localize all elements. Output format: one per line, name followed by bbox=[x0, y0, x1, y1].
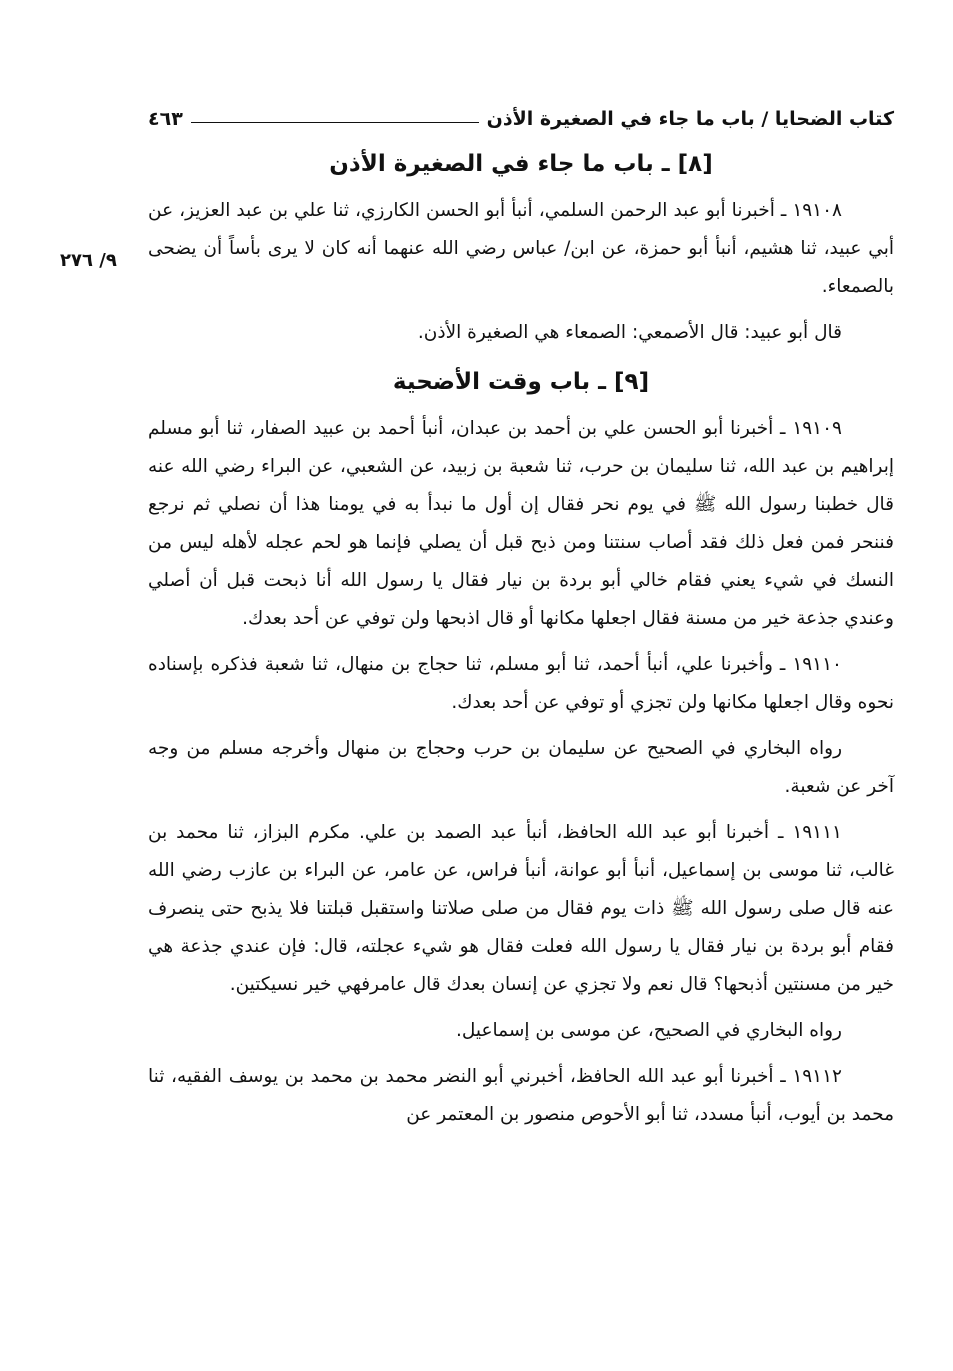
hadith-paragraph: ١٩١١٠ ـ وأخبرنا علي، أنبأ أحمد، ثنا أبو مسلم، ثنا حجاج بن منهال، ثنا شعبة فذكره بإسناده نحوه وقال اجعلها مكانها ولن تجزي أو توفي عن أحد بعدك. bbox=[148, 654, 894, 713]
hadith-paragraph: ١٩١٠٩ ـ أخبرنا أبو الحسن علي بن أحمد بن عبدان، أنبأ أحمد بن عبيد الصفار، ثنا أبو مسلم إبراهيم بن عبد الله، ثنا سليمان بن حرب، ثنا شعبة بن زبيد، عن الشعبي، عن البراء رضي الله عنه قال خطبنا رسول الله ﷺ في يوم نحر فقال إن أول ما نبدأ به في يومنا هذا أن نصلي ثم نرجع فننحر فمن فعل ذلك فقد أصاب سنتنا ومن ذبح قبل أن يصلي فإنما هو لحم عجله لأهله ليس من النسك في شيء يعني فقام خالي أبو بردة بن نيار فقال يا رسول الله أنا ذبحت قبل أن أصلي وعندي جذعة خير من مسنة فقال اجعلها مكانها أو قال اذبحها ولن توفي عن أحد بعدك. bbox=[148, 418, 894, 629]
chapter-title: [٩] ـ باب وقت الأضحية bbox=[392, 369, 650, 395]
header-rule bbox=[191, 122, 479, 123]
commentary-paragraph: قال أبو عبيد: قال الأصمعي: الصمعاء هي الصغيرة الأذن. bbox=[417, 322, 842, 343]
chapter-title: [٨] ـ باب ما جاء في الصغيرة الأذن bbox=[329, 151, 713, 177]
narration-note-paragraph: رواه البخاري في الصحيح، عن موسى بن إسماعيل. bbox=[456, 1020, 842, 1041]
narration-note-paragraph: رواه البخاري في الصحيح عن سليمان بن حرب وحجاج بن منهال وأخرجه مسلم من وجه آخر عن شعبة. bbox=[148, 738, 894, 797]
running-header bbox=[148, 96, 894, 130]
page-number: ٤٦٣ bbox=[148, 108, 183, 130]
header-title: كتاب الضحايا / باب ما جاء في الصغيرة الأذن bbox=[486, 108, 894, 130]
hadith-paragraph: ١٩١٠٨ ـ أخبرنا أبو عبد الرحمن السلمي، أنبأ أبو الحسن الكارزي، ثنا علي بن عبد العزيز، عن أبي عبيد، ثنا هشيم، أنبأ أبو حمزة، عن ابن/ عباس رضي الله عنهما أنه كان لا يرى بأساً أن يضحى بالصمعاء. bbox=[148, 200, 894, 297]
main-text bbox=[148, 140, 894, 1136]
margin-reference: ٩/ ٢٧٦ bbox=[60, 250, 117, 271]
hadith-paragraph: ١٩١١١ ـ أخبرنا أبو عبد الله الحافظ، أنبأ عبد الصمد بن علي. مكرم البزاز، ثنا محمد بن غالب، ثنا موسى بن إسماعيل، أنبأ أبو عوانة، أنبأ فراس، عن عامر، عن البراء بن عازب رضي الله عنه قال صلى رسول الله ﷺ ذات يوم فقال من صلى صلاتنا واستقبل قبلتنا فلا يذبح حتى ينصرف فقام أبو بردة بن نيار فقال يا رسول الله فعلت فقال هو شيء عجلته، قال: فإن عندي جذعة هي خير من مسنتين أذبحها؟ قال نعم ولا تجزي عن إنسان بعدك قال عامرفهي خير نسيكتين. bbox=[148, 822, 894, 995]
hadith-paragraph: ١٩١١٢ ـ أخبرنا أبو عبد الله الحافظ، أخبرني أبو النضر محمد بن محمد بن يوسف الفقيه، ثنا محمد بن أيوب، أنبأ مسدد، ثنا أبو الأحوص منصور بن المعتمر عن bbox=[148, 1066, 894, 1125]
